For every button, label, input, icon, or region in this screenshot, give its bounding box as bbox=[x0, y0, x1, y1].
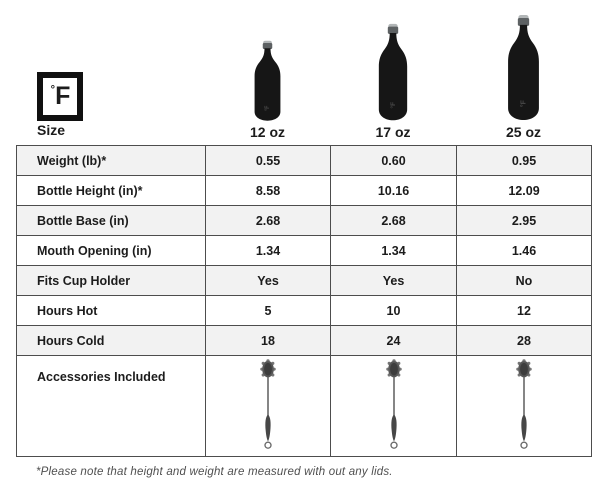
row-label: Fits Cup Holder bbox=[17, 266, 206, 296]
accessory-cell bbox=[206, 356, 331, 457]
bottle-brush-icon bbox=[384, 359, 404, 451]
table-row bbox=[17, 146, 592, 176]
table-row-accessories bbox=[17, 356, 592, 457]
cell-value: 0.60 bbox=[331, 146, 457, 176]
cell-value: 28 bbox=[457, 326, 592, 356]
cell-value: 18 bbox=[206, 326, 331, 356]
row-label: Hours Hot bbox=[17, 296, 206, 326]
cell-value: 0.95 bbox=[457, 146, 592, 176]
table-row bbox=[17, 326, 592, 356]
cell-value: 1.46 bbox=[457, 236, 592, 266]
svg-text:°F: °F bbox=[520, 100, 528, 108]
row-label: Bottle Height (in)* bbox=[17, 176, 206, 206]
row-label: Bottle Base (in) bbox=[17, 206, 206, 236]
row-label: Hours Cold bbox=[17, 326, 206, 356]
bottle-brush-icon bbox=[514, 359, 534, 451]
svg-text:°F: °F bbox=[264, 105, 272, 111]
spec-comparison-table bbox=[16, 145, 592, 457]
cell-value: 8.58 bbox=[206, 176, 331, 206]
bottle-image-12oz bbox=[252, 40, 283, 123]
cell-value: 2.68 bbox=[331, 206, 457, 236]
row-label: Weight (lb)* bbox=[17, 146, 206, 176]
row-label: Mouth Opening (in) bbox=[17, 236, 206, 266]
column-header-12oz: 12 oz bbox=[249, 124, 285, 140]
size-column-header: Size bbox=[37, 122, 66, 138]
cell-value: 1.34 bbox=[331, 236, 457, 266]
cell-value: 2.68 bbox=[206, 206, 331, 236]
bottle-image-17oz bbox=[376, 23, 410, 123]
cell-value: 1.34 bbox=[206, 236, 331, 266]
accessory-cell bbox=[331, 356, 457, 457]
cell-value: 0.55 bbox=[206, 146, 331, 176]
column-header-17oz: 17 oz bbox=[375, 124, 411, 140]
brand-logo-f-icon bbox=[37, 72, 83, 121]
table-row bbox=[17, 296, 592, 326]
table-row bbox=[17, 206, 592, 236]
cell-value: 12 bbox=[457, 296, 592, 326]
logo-letter: F bbox=[55, 82, 70, 110]
cell-value: 24 bbox=[331, 326, 457, 356]
cell-value: 10.16 bbox=[331, 176, 457, 206]
cell-value: 2.95 bbox=[457, 206, 592, 236]
cell-value: Yes bbox=[206, 266, 331, 296]
measurement-footnote: *Please note that height and weight are measured with out any lids. bbox=[36, 466, 393, 478]
table-row bbox=[17, 266, 592, 296]
cell-value: No bbox=[457, 266, 592, 296]
logo-degree-symbol: ° bbox=[50, 83, 56, 96]
bottle-image-25oz bbox=[505, 14, 542, 123]
accessory-cell bbox=[457, 356, 592, 457]
table-row bbox=[17, 236, 592, 266]
cell-value: 10 bbox=[331, 296, 457, 326]
cell-value: 5 bbox=[206, 296, 331, 326]
bottle-17oz-icon bbox=[376, 23, 410, 123]
bottle-brush-icon bbox=[258, 359, 278, 451]
column-header-25oz: 25 oz bbox=[505, 124, 541, 140]
cell-value: Yes bbox=[331, 266, 457, 296]
table-row bbox=[17, 176, 592, 206]
row-label: Accessories Included bbox=[17, 356, 206, 457]
cell-value: 12.09 bbox=[457, 176, 592, 206]
svg-text:°F: °F bbox=[389, 102, 397, 109]
bottle-12oz-icon bbox=[252, 40, 283, 123]
bottle-25oz-icon bbox=[505, 14, 542, 123]
